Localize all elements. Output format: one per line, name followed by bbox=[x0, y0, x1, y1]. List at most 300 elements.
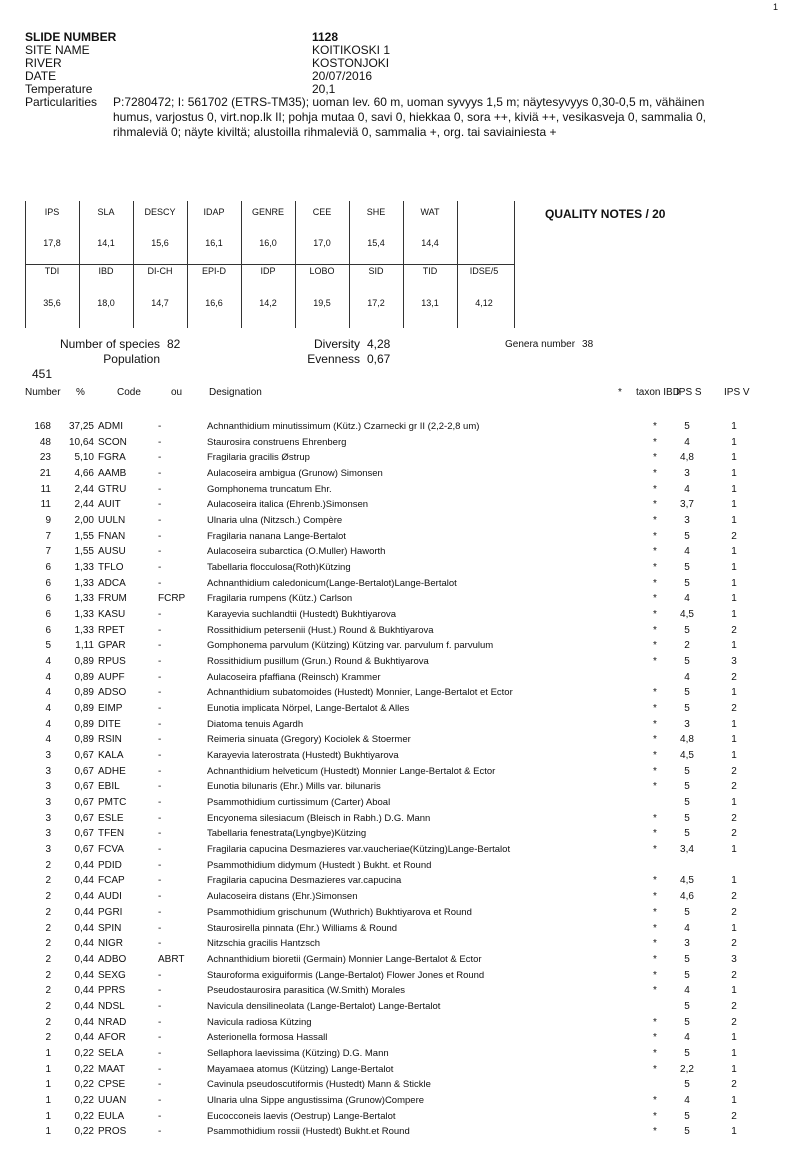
taxon-designation: Sellaphora laevissima (Kützing) D.G. Mann bbox=[207, 1047, 389, 1059]
taxon-ou: - bbox=[158, 499, 162, 511]
taxon-ibd-flag: * bbox=[653, 703, 657, 715]
taxon-code: EULA bbox=[98, 1110, 125, 1122]
river-value: KOSTONJOKI bbox=[312, 56, 390, 70]
taxon-percent: 4,66 bbox=[74, 468, 94, 480]
taxon-ips-v: 1 bbox=[731, 515, 737, 527]
taxon-designation: Fragilaria capucina Desmazieres var.vaucheriae(Kützing)Lange-Bertalot bbox=[207, 844, 511, 856]
taxon-code: MAAT bbox=[98, 1063, 126, 1075]
taxon-designation: Cavinula pseudoscutiformis (Hustedt) Mann & Stickle bbox=[207, 1079, 431, 1091]
taxon-designation: Ulnaria ulna Sippe angustissima (Grunow)Compere bbox=[207, 1094, 425, 1106]
taxon-row bbox=[0, 419, 794, 435]
taxon-row bbox=[0, 450, 794, 466]
taxon-ou: - bbox=[158, 1016, 162, 1028]
taxon-row bbox=[0, 1093, 794, 1109]
taxon-ips-s: 4 bbox=[684, 593, 690, 605]
taxon-ou: - bbox=[158, 985, 162, 997]
indices-table bbox=[25, 201, 515, 328]
taxon-code: NDSL bbox=[98, 1000, 125, 1012]
taxon-ips-s: 4,5 bbox=[680, 750, 694, 762]
taxon-ibd-flag: * bbox=[653, 609, 657, 621]
taxon-ips-v: 1 bbox=[731, 1126, 737, 1138]
taxon-ou: FCRP bbox=[158, 593, 186, 605]
taxon-designation: Ulnaria ulna (Nitzsch.) Compère bbox=[207, 515, 343, 527]
population-value: 451 bbox=[32, 367, 53, 381]
taxon-ips-v: 1 bbox=[731, 875, 737, 887]
taxon-designation: Psammothidium didymum (Hustedt ) Bukht. et Round bbox=[207, 859, 432, 871]
taxon-ou: - bbox=[158, 718, 162, 730]
taxon-ou: - bbox=[158, 765, 162, 777]
taxon-ips-v: 1 bbox=[731, 1047, 737, 1059]
taxon-code: NIGR bbox=[98, 938, 123, 950]
taxon-ou: - bbox=[158, 452, 162, 464]
taxon-code: PGRI bbox=[98, 906, 123, 918]
taxon-ips-v: 1 bbox=[731, 562, 737, 574]
taxon-ou: - bbox=[158, 1110, 162, 1122]
taxon-code: SPIN bbox=[98, 922, 122, 934]
taxon-ips-s: 5 bbox=[684, 1016, 690, 1028]
taxon-row bbox=[0, 732, 794, 748]
taxon-ips-v: 1 bbox=[731, 452, 737, 464]
taxon-ips-s: 4 bbox=[684, 546, 690, 558]
taxon-ips-v: 1 bbox=[731, 797, 737, 809]
taxon-designation: Fragilaria capucina Desmazieres var.capucina bbox=[207, 875, 402, 887]
taxon-ou: - bbox=[158, 1032, 162, 1044]
taxon-ips-v: 1 bbox=[731, 436, 737, 448]
taxon-ou: - bbox=[158, 562, 162, 574]
taxon-ips-s: 5 bbox=[684, 1047, 690, 1059]
taxon-ips-s: 4 bbox=[684, 922, 690, 934]
taxon-designation: Staurosirella pinnata (Ehr.) Williams & Round bbox=[207, 922, 398, 934]
taxon-ips-s: 2 bbox=[684, 640, 690, 652]
taxon-ibd-flag: * bbox=[653, 718, 657, 730]
index-label: CEE bbox=[312, 207, 332, 217]
taxon-ips-v: 1 bbox=[731, 844, 737, 856]
taxon-code: NRAD bbox=[98, 1016, 127, 1028]
taxon-code: FCAP bbox=[98, 875, 125, 887]
taxon-ou: - bbox=[158, 483, 162, 495]
taxon-row bbox=[0, 717, 794, 733]
taxon-code: ADHE bbox=[98, 765, 126, 777]
taxon-percent: 0,44 bbox=[74, 938, 94, 950]
taxon-designation: Asterionella formosa Hassall bbox=[207, 1032, 328, 1044]
taxon-ibd-flag: * bbox=[653, 891, 657, 903]
index-value: 16,0 bbox=[259, 238, 277, 248]
taxon-row bbox=[0, 952, 794, 968]
taxon-ips-s: 5 bbox=[684, 1079, 690, 1091]
col-ips-s: IPS S bbox=[676, 387, 702, 398]
taxon-count: 3 bbox=[45, 812, 51, 824]
taxon-count: 6 bbox=[45, 593, 51, 605]
taxon-percent: 0,67 bbox=[74, 797, 94, 809]
taxon-ips-s: 4,6 bbox=[680, 891, 694, 903]
taxon-count: 6 bbox=[45, 577, 51, 589]
taxon-designation: Diatoma tenuis Agardh bbox=[207, 718, 304, 730]
taxon-code: AUPF bbox=[98, 671, 125, 683]
taxon-ibd-flag: * bbox=[653, 515, 657, 527]
taxon-designation: Aulacoseira ambigua (Grunow) Simonsen bbox=[207, 468, 383, 480]
taxon-code: SEXG bbox=[98, 969, 126, 981]
taxon-code: AFOR bbox=[98, 1032, 126, 1044]
taxon-row bbox=[0, 701, 794, 717]
taxon-designation: Aulacoseira italica (Ehrenb.)Simonsen bbox=[207, 499, 369, 511]
taxon-percent: 0,22 bbox=[74, 1126, 94, 1138]
taxon-ips-v: 2 bbox=[731, 530, 737, 542]
taxon-ibd-flag: * bbox=[653, 750, 657, 762]
page-number: 1 bbox=[772, 2, 778, 12]
taxon-ips-v: 3 bbox=[731, 953, 737, 965]
taxon-ips-s: 5 bbox=[684, 797, 690, 809]
taxon-row bbox=[0, 654, 794, 670]
taxon-row bbox=[0, 811, 794, 827]
taxon-ips-v: 1 bbox=[731, 499, 737, 511]
taxon-designation: Tabellaria fenestrata(Lyngbye)Kützing bbox=[207, 828, 367, 840]
taxon-percent: 0,67 bbox=[74, 812, 94, 824]
taxon-ips-s: 3,7 bbox=[680, 499, 694, 511]
temperature-value: 20,1 bbox=[312, 82, 336, 96]
taxon-code: GPAR bbox=[98, 640, 126, 652]
taxon-ips-s: 5 bbox=[684, 812, 690, 824]
taxon-count: 4 bbox=[45, 734, 51, 746]
population-label: Population bbox=[103, 352, 160, 366]
taxon-ips-v: 2 bbox=[731, 671, 737, 683]
taxon-count: 168 bbox=[34, 421, 51, 432]
taxon-designation: Karayevia suchlandtii (Hustedt) Bukhtiyarova bbox=[207, 609, 397, 621]
index-value: 15,4 bbox=[367, 238, 385, 248]
taxon-row bbox=[0, 576, 794, 592]
taxon-ips-v: 2 bbox=[731, 765, 737, 777]
index-label: IDSE/5 bbox=[469, 266, 499, 276]
taxon-ips-v: 1 bbox=[731, 593, 737, 605]
taxon-percent: 0,67 bbox=[74, 828, 94, 840]
taxon-designation: Fragilaria gracilis Østrup bbox=[207, 452, 310, 464]
taxon-count: 6 bbox=[45, 624, 51, 636]
taxon-ou: - bbox=[158, 797, 162, 809]
taxon-code: SCON bbox=[98, 436, 127, 448]
taxon-ibd-flag: * bbox=[653, 499, 657, 511]
taxon-row bbox=[0, 873, 794, 889]
taxon-code: RSIN bbox=[98, 734, 122, 746]
taxon-designation: Aulacoseira subarctica (O.Muller) Haworth bbox=[207, 546, 386, 558]
taxon-designation: Achnanthidium minutissimum (Kütz.) Czarnecki gr II (2,2-2,8 um) bbox=[207, 421, 480, 432]
taxon-percent: 0,44 bbox=[74, 985, 94, 997]
taxon-ibd-flag: * bbox=[653, 577, 657, 589]
taxon-code: FRUM bbox=[98, 593, 127, 605]
index-label: IDAP bbox=[203, 207, 225, 217]
taxon-row bbox=[0, 936, 794, 952]
taxon-ou: - bbox=[158, 640, 162, 652]
taxon-count: 2 bbox=[45, 938, 51, 950]
taxon-ips-s: 5 bbox=[684, 969, 690, 981]
taxon-ibd-flag: * bbox=[653, 781, 657, 793]
taxon-code: AUSU bbox=[98, 546, 126, 558]
taxon-ips-v: 1 bbox=[731, 421, 737, 432]
taxon-ips-v: 1 bbox=[731, 734, 737, 746]
taxon-count: 7 bbox=[45, 530, 51, 542]
taxon-ibd-flag: * bbox=[653, 530, 657, 542]
taxon-ou: - bbox=[158, 1079, 162, 1091]
taxon-row bbox=[0, 842, 794, 858]
taxon-ou: - bbox=[158, 577, 162, 589]
taxon-count: 1 bbox=[45, 1079, 51, 1091]
taxon-count: 2 bbox=[45, 906, 51, 918]
taxon-percent: 0,44 bbox=[74, 859, 94, 871]
taxon-ibd-flag: * bbox=[653, 969, 657, 981]
taxon-code: CPSE bbox=[98, 1079, 126, 1091]
taxon-percent: 0,89 bbox=[74, 734, 94, 746]
taxon-count: 2 bbox=[45, 953, 51, 965]
taxon-ips-s: 4,8 bbox=[680, 452, 694, 464]
site-name-value: KOITIKOSKI 1 bbox=[312, 43, 391, 57]
taxon-code: FCVA bbox=[98, 844, 124, 856]
taxon-ou: - bbox=[158, 436, 162, 448]
taxon-percent: 0,44 bbox=[74, 953, 94, 965]
taxon-code: EIMP bbox=[98, 703, 123, 715]
index-label: IPS bbox=[44, 207, 60, 217]
taxon-row bbox=[0, 889, 794, 905]
taxon-designation: Rossithidium pusillum (Grun.) Round & Bukhtiyarova bbox=[207, 656, 429, 668]
taxon-ibd-flag: * bbox=[653, 1016, 657, 1028]
index-value: 17,0 bbox=[313, 238, 331, 248]
taxon-code: PMTC bbox=[98, 797, 127, 809]
taxon-ou: - bbox=[158, 530, 162, 542]
taxon-designation: Karayevia laterostrata (Hustedt) Bukhtiyarova bbox=[207, 750, 399, 762]
taxon-ou: - bbox=[158, 812, 162, 824]
taxon-ips-v: 1 bbox=[731, 1063, 737, 1075]
taxon-count: 5 bbox=[45, 640, 51, 652]
species-label: Number of species bbox=[59, 337, 160, 351]
taxon-ou: - bbox=[158, 1094, 162, 1106]
taxon-designation: Eunotia implicata Nörpel, Lange-Bertalot & Alles bbox=[207, 703, 410, 715]
index-value: 17,8 bbox=[43, 238, 61, 248]
taxon-code: ADBO bbox=[98, 953, 127, 965]
taxon-ibd-flag: * bbox=[653, 640, 657, 652]
taxon-ips-s: 5 bbox=[684, 577, 690, 589]
taxon-percent: 1,33 bbox=[74, 562, 94, 574]
taxon-ou: - bbox=[158, 969, 162, 981]
taxon-count: 2 bbox=[45, 859, 51, 871]
taxon-ips-s: 5 bbox=[684, 906, 690, 918]
taxon-row bbox=[0, 968, 794, 984]
taxon-count: 4 bbox=[45, 718, 51, 730]
col-star: * bbox=[618, 387, 622, 398]
taxon-row bbox=[0, 466, 794, 482]
taxon-count: 1 bbox=[45, 1094, 51, 1106]
taxon-ips-s: 5 bbox=[684, 687, 690, 699]
taxon-ips-s: 4 bbox=[684, 483, 690, 495]
taxon-ou: - bbox=[158, 828, 162, 840]
taxon-designation: Aulacoseira distans (Ehr.)Simonsen bbox=[207, 891, 358, 903]
taxon-count: 2 bbox=[45, 985, 51, 997]
taxon-ips-s: 4 bbox=[684, 985, 690, 997]
taxon-count: 3 bbox=[45, 828, 51, 840]
river-row bbox=[25, 57, 765, 70]
taxon-ips-s: 5 bbox=[684, 1126, 690, 1138]
index-value: 14,1 bbox=[97, 238, 115, 248]
taxon-designation: Navicula radiosa Kützing bbox=[207, 1016, 312, 1028]
taxon-row bbox=[0, 1015, 794, 1031]
taxon-row bbox=[0, 623, 794, 639]
taxon-count: 1 bbox=[45, 1063, 51, 1075]
taxon-percent: 1,55 bbox=[74, 546, 94, 558]
index-value: 35,6 bbox=[43, 298, 61, 308]
taxon-count: 3 bbox=[45, 797, 51, 809]
index-label: LOBO bbox=[309, 266, 335, 276]
taxon-percent: 0,44 bbox=[74, 875, 94, 887]
site-name-label: SITE NAME bbox=[25, 43, 90, 57]
taxon-ips-s: 3 bbox=[684, 938, 690, 950]
taxon-code: EBIL bbox=[98, 781, 120, 793]
taxon-row bbox=[0, 748, 794, 764]
taxon-row bbox=[0, 983, 794, 999]
taxon-ips-s: 5 bbox=[684, 828, 690, 840]
taxon-code: TFLO bbox=[98, 562, 124, 574]
taxon-ips-s: 4 bbox=[684, 436, 690, 448]
col-percent: % bbox=[76, 387, 85, 398]
index-value: 14,2 bbox=[259, 298, 277, 308]
taxon-ips-v: 2 bbox=[731, 703, 737, 715]
taxon-ou: - bbox=[158, 938, 162, 950]
taxon-count: 3 bbox=[45, 750, 51, 762]
taxon-ibd-flag: * bbox=[653, 452, 657, 464]
taxon-ibd-flag: * bbox=[653, 1094, 657, 1106]
taxon-percent: 0,44 bbox=[74, 969, 94, 981]
taxon-ibd-flag: * bbox=[653, 922, 657, 934]
taxon-row bbox=[0, 607, 794, 623]
taxon-ibd-flag: * bbox=[653, 546, 657, 558]
index-value: 13,1 bbox=[421, 298, 439, 308]
taxon-ips-v: 1 bbox=[731, 922, 737, 934]
taxon-percent: 1,33 bbox=[74, 624, 94, 636]
taxon-row bbox=[0, 435, 794, 451]
taxon-ibd-flag: * bbox=[653, 436, 657, 448]
taxon-ibd-flag: * bbox=[653, 844, 657, 856]
taxon-count: 48 bbox=[39, 436, 51, 448]
taxon-ou: - bbox=[158, 750, 162, 762]
taxon-count: 1 bbox=[45, 1110, 51, 1122]
taxon-designation: Reimeria sinuata (Gregory) Kociolek & Stoermer bbox=[207, 734, 411, 746]
taxon-ips-s: 5 bbox=[684, 562, 690, 574]
taxon-percent: 0,22 bbox=[74, 1079, 94, 1091]
taxon-count: 11 bbox=[40, 499, 51, 511]
taxon-percent: 0,22 bbox=[74, 1063, 94, 1075]
taxon-designation: Psammothidium rossii (Hustedt) Bukht.et Round bbox=[207, 1126, 410, 1138]
taxon-count: 2 bbox=[45, 922, 51, 934]
taxon-designation: Encyonema silesiacum (Bleisch in Rabh.) D.G. Mann bbox=[207, 812, 431, 824]
taxon-percent: 0,22 bbox=[74, 1094, 94, 1106]
taxon-ibd-flag: * bbox=[653, 687, 657, 699]
taxon-ou: - bbox=[158, 546, 162, 558]
taxon-ips-v: 2 bbox=[731, 1110, 737, 1122]
taxon-percent: 1,33 bbox=[74, 577, 94, 589]
taxon-designation: Fragilaria rumpens (Kütz.) Carlson bbox=[207, 593, 353, 605]
taxon-ips-s: 4 bbox=[684, 1094, 690, 1106]
taxon-percent: 0,44 bbox=[74, 1000, 94, 1012]
site-name-row bbox=[25, 44, 765, 57]
taxon-code: DITE bbox=[98, 718, 121, 730]
taxon-ibd-flag: * bbox=[653, 812, 657, 824]
taxon-designation: Achnanthidium subatomoides (Hustedt) Monnier, Lange-Bertalot et Ector bbox=[207, 687, 513, 699]
taxon-code: KASU bbox=[98, 609, 126, 621]
taxon-percent: 0,44 bbox=[74, 891, 94, 903]
taxon-designation: Achnanthidium caledonicum(Lange-Bertalot)Lange-Bertalot bbox=[207, 577, 457, 589]
taxon-ou: - bbox=[158, 906, 162, 918]
taxon-row bbox=[0, 1124, 794, 1140]
taxon-ibd-flag: * bbox=[653, 593, 657, 605]
taxon-percent: 2,44 bbox=[74, 499, 94, 511]
index-value: 18,0 bbox=[97, 298, 115, 308]
taxon-designation: Achnanthidium helveticum (Hustedt) Monnier Lange-Bertalot & Ector bbox=[207, 765, 496, 777]
taxon-ips-s: 3 bbox=[684, 515, 690, 527]
taxon-percent: 0,44 bbox=[74, 1016, 94, 1028]
taxon-count: 2 bbox=[45, 875, 51, 887]
taxon-designation: Staurosira construens Ehrenberg bbox=[207, 436, 347, 448]
taxon-ibd-flag: * bbox=[653, 985, 657, 997]
column-headers bbox=[0, 387, 794, 401]
taxon-designation: Fragilaria nanana Lange-Bertalot bbox=[207, 530, 346, 542]
taxon-row bbox=[0, 513, 794, 529]
taxon-ips-s: 4,5 bbox=[680, 609, 694, 621]
taxon-ibd-flag: * bbox=[653, 1063, 657, 1075]
taxon-code: PPRS bbox=[98, 985, 126, 997]
taxon-percent: 0,44 bbox=[74, 922, 94, 934]
taxon-designation: Navicula densilineolata (Lange-Bertalot) Lange-Bertalot bbox=[207, 1000, 441, 1012]
taxon-ibd-flag: * bbox=[653, 765, 657, 777]
index-label: TDI bbox=[44, 266, 60, 276]
taxon-ips-s: 5 bbox=[684, 656, 690, 668]
taxon-ibd-flag: * bbox=[653, 828, 657, 840]
slide-number-value: 1128 bbox=[312, 30, 339, 44]
taxon-ibd-flag: * bbox=[653, 1032, 657, 1044]
taxon-row bbox=[0, 764, 794, 780]
taxon-code: RPET bbox=[98, 624, 125, 636]
index-label: DI-CH bbox=[147, 266, 173, 276]
taxon-designation: Psammothidium grischunum (Wuthrich) Bukhtiyarova et Round bbox=[207, 906, 472, 918]
taxon-count: 2 bbox=[45, 1000, 51, 1012]
taxon-percent: 0,67 bbox=[74, 844, 94, 856]
taxon-percent: 0,22 bbox=[74, 1047, 94, 1059]
index-label: TID bbox=[422, 266, 438, 276]
index-value: 16,1 bbox=[205, 238, 223, 248]
taxon-designation: Eunotia bilunaris (Ehr.) Mills var. bilunaris bbox=[207, 781, 381, 793]
particularities-label: Particularities bbox=[25, 95, 98, 109]
date-row bbox=[25, 70, 765, 83]
taxon-code: ADCA bbox=[98, 577, 126, 589]
taxon-row bbox=[0, 482, 794, 498]
taxon-percent: 1,33 bbox=[74, 593, 94, 605]
taxon-ips-v: 2 bbox=[731, 1016, 737, 1028]
taxon-ips-s: 3,4 bbox=[680, 844, 694, 856]
taxon-count: 6 bbox=[45, 562, 51, 574]
taxon-designation: Rossithidium petersenii (Hust.) Round & Bukhtiyarova bbox=[207, 624, 434, 636]
stats-right bbox=[505, 337, 593, 352]
col-ou: ou bbox=[171, 387, 183, 398]
taxon-ips-v: 2 bbox=[731, 1079, 737, 1091]
taxon-ips-v: 1 bbox=[731, 1032, 737, 1044]
river-label: RIVER bbox=[25, 56, 62, 70]
taxon-ips-s: 5 bbox=[684, 703, 690, 715]
taxon-row bbox=[0, 1109, 794, 1125]
taxon-row bbox=[0, 779, 794, 795]
taxon-code: PDID bbox=[98, 859, 122, 871]
taxon-code: RPUS bbox=[98, 656, 126, 668]
taxon-ips-s: 2,2 bbox=[680, 1063, 694, 1075]
diversity-label: Diversity bbox=[313, 337, 360, 351]
taxon-code: PROS bbox=[98, 1126, 127, 1138]
col-taxon-ibd: taxon IBD bbox=[636, 387, 680, 398]
taxon-count: 2 bbox=[45, 969, 51, 981]
taxon-ibd-flag: * bbox=[653, 421, 657, 432]
index-value: 4,12 bbox=[475, 298, 493, 308]
